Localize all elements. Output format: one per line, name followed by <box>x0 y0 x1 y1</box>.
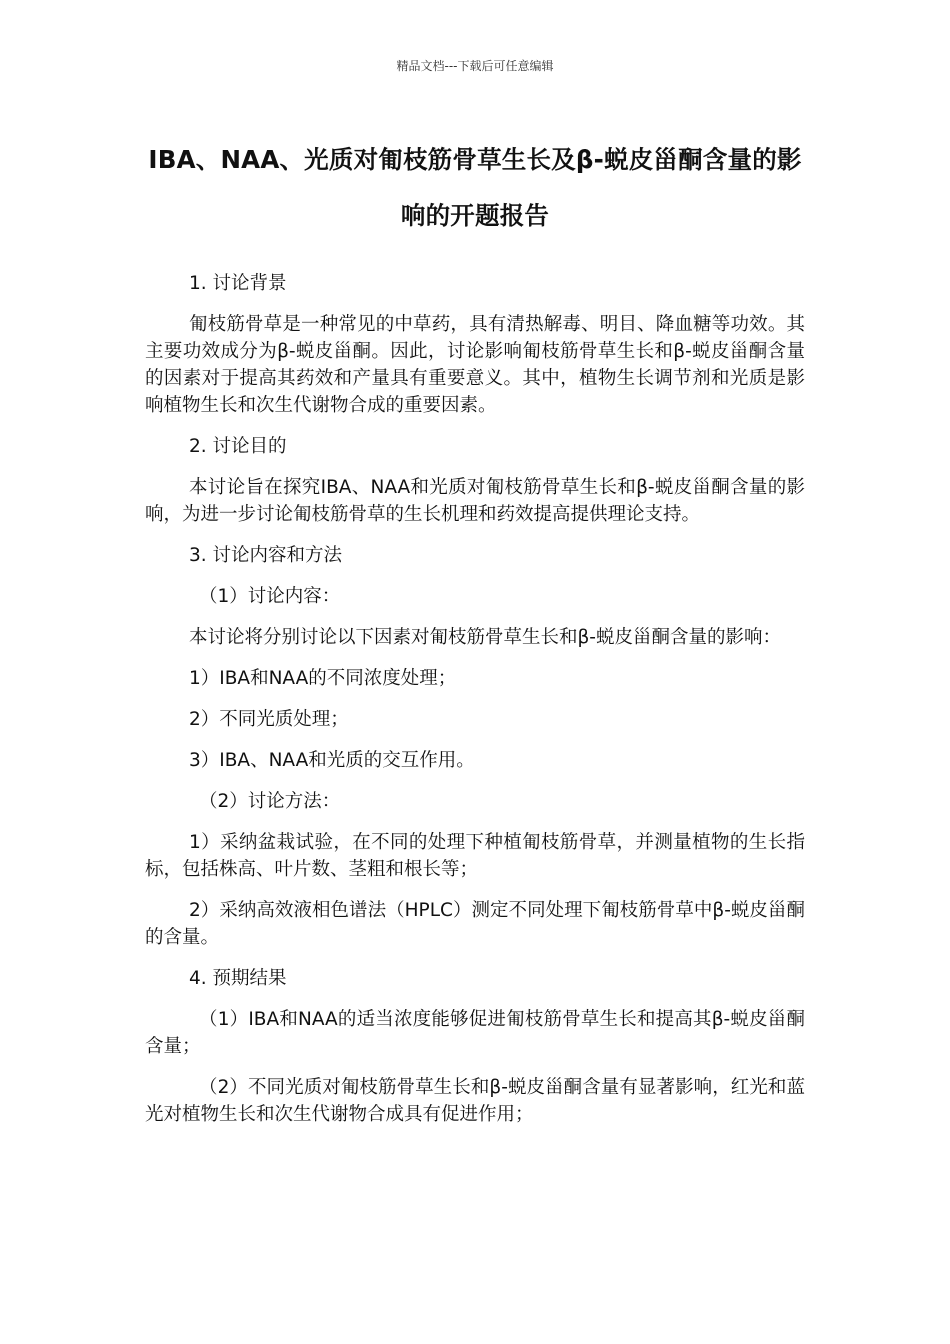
document-title: IBA、NAA、光质对匍枝筋骨草生长及β-蜕皮甾酮含量的影响的开题报告 <box>148 145 802 230</box>
section-heading-purpose: 2. 讨论目的 <box>189 436 287 457</box>
expected-result-1: （1）IBA和NAA的适当浓度能够促进匍枝筋骨草生长和提高其β-蜕皮甾酮含量； <box>145 1009 805 1057</box>
paragraph-background: 匍枝筋骨草是一种常见的中草药，具有清热解毒、明目、降血糖等功效。其主要功效成分为β-蜕皮甾酮。因此，讨论影响匍枝筋骨草生长和β-蜕皮甾酮含量的因素对于提高其药效和产量具有重要意义。其中，植物生长调节剂和光质是影响植物生长和次生代谢物合成的重要因素。 <box>145 314 805 416</box>
section-heading-content-methods: 3. 讨论内容和方法 <box>189 545 343 566</box>
paragraph-purpose: 本讨论旨在探究IBA、NAA和光质对匍枝筋骨草生长和β-蜕皮甾酮含量的影响，为进一步讨论匍枝筋骨草的生长机理和药效提高提供理论支持。 <box>145 477 805 525</box>
section-heading-expected-results: 4. 预期结果 <box>189 968 287 989</box>
page-header: 精品文档---下载后可任意编辑 <box>396 59 554 73</box>
list-item-content-1: 1）IBA和NAA的不同浓度处理； <box>189 668 457 689</box>
document-body <box>145 270 805 1142</box>
list-item-content-2: 2）不同光质处理； <box>189 709 349 730</box>
expected-result-2: （2）不同光质对匍枝筋骨草生长和β-蜕皮甾酮含量有显著影响，红光和蓝光对植物生长和次生代谢物合成具有促进作用； <box>145 1077 805 1125</box>
subheading-content: （1）讨论内容： <box>199 586 341 607</box>
list-item-content-3: 3）IBA、NAA和光质的交互作用。 <box>189 750 475 771</box>
subheading-methods: （2）讨论方法： <box>199 791 341 812</box>
list-item-method-1: 1）采纳盆栽试验，在不同的处理下种植匍枝筋骨草，并测量植物的生长指标，包括株高、叶片数、茎粗和根长等； <box>145 832 805 880</box>
list-item-method-2: 2）采纳高效液相色谱法（HPLC）测定不同处理下匍枝筋骨草中β-蜕皮甾酮的含量。 <box>145 900 805 948</box>
paragraph-content-intro: 本讨论将分别讨论以下因素对匍枝筋骨草生长和β-蜕皮甾酮含量的影响： <box>189 627 781 648</box>
section-heading-background: 1. 讨论背景 <box>189 273 287 294</box>
